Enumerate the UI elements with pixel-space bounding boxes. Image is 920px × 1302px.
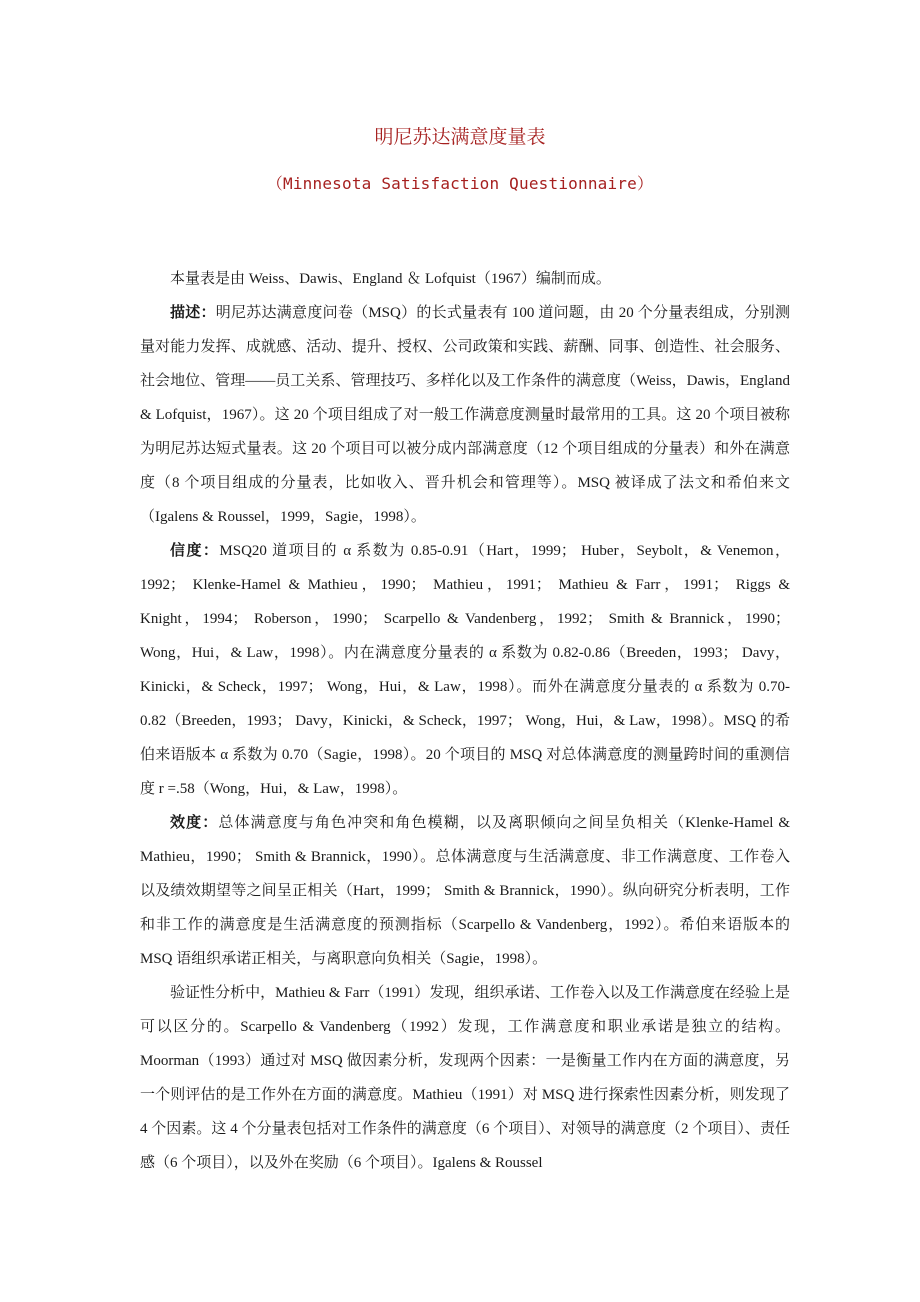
paragraph-validity-text: 总体满意度与角色冲突和角色模糊，以及离职倾向之间呈负相关（Klenke-Hamel & Mathieu，1990； Smith & Brannick，1990）。总体满意度与生活满意度、非工作满意度、工作卷入以及绩效期望等之间呈正相关（Hart，1999； Smith & Brannick，1990）。纵向研究分析表明，工作和非工作的满意度是生活满意度的预测指标（Scarpello & Vandenberg，1992）。希伯来语版本的 MSQ 语组织承诺正相关，与离职意向负相关（Sagie，1998）。	[140, 815, 790, 967]
paragraph-description	[140, 296, 790, 534]
paragraph-reliability-label: 信度：	[170, 543, 220, 559]
paragraph-reliability-text: MSQ20 道项目的 α 系数为 0.85-0.91（Hart，1999； Huber，Seybolt，& Venemon，1992； Klenke-Hamel & Mathieu，1990； Mathieu，1991； Mathieu & Farr，1991； Riggs & Knight，1994； Roberson，1990； Scarpello & Vandenberg，1992； Smith & Brannick，1990；Wong，Hui，& Law，1998）。内在满意度分量表的 α 系数为 0.82-0.86（Breeden，1993； Davy，Kinicki，& Scheck，1997； Wong，Hui，& Law，1998）。而外在满意度分量表的 α 系数为 0.70-0.82（Breeden，1993； Davy，Kinicki，& Scheck，1997； Wong，Hui，& Law，1998）。MSQ 的希伯来语版本 α 系数为 0.70（Sagie，1998）。20 个项目的 MSQ 对总体满意度的测量跨时间的重测信度 r =.58（Wong，Hui，& Law，1998）。	[140, 543, 790, 797]
paragraph-validity-label: 效度：	[170, 815, 219, 831]
paragraph-authors-text: 本量表是由 Weiss、Dawis、England ＆ Lofquist（1967）编制而成。	[170, 271, 611, 287]
document-title: 明尼苏达满意度量表	[374, 126, 546, 148]
paragraph-description-text: 明尼苏达满意度问卷（MSQ）的长式量表有 100 道问题，由 20 个分量表组成，分别测量对能力发挥、成就感、活动、提升、授权、公司政策和实践、薪酬、同事、创造性、社会服务、社会地位、管理——员工关系、管理技巧、多样化以及工作条件的满意度（Weiss，Dawis，England & Lofquist，1967）。这 20 个项目组成了对一般工作满意度测量时最常用的工具。这 20 个项目被称为明尼苏达短式量表。这 20 个项目可以被分成内部满意度（12 个项目组成的分量表）和外在满意度（8 个项目组成的分量表，比如收入、晋升机会和管理等）。MSQ 被译成了法文和希伯来文（Igalens & Roussel，1999，Sagie，1998）。	[140, 305, 790, 525]
document-body	[140, 262, 790, 1180]
paragraph-factor-analysis-text: 验证性分析中，Mathieu & Farr（1991）发现，组织承诺、工作卷入以及工作满意度在经验上是可以区分的。Scarpello & Vandenberg（1992）发现，工作满意度和职业承诺是独立的结构。Moorman（1993）通过对 MSQ 做因素分析，发现两个因素：一是衡量工作内在方面的满意度，另一个则评估的是工作外在方面的满意度。Mathieu（1991）对 MSQ 进行探索性因素分析，则发现了 4 个因素。这 4 个分量表包括对工作条件的满意度（6 个项目）、对领导的满意度（2 个项目）、责任感（6 个项目），以及外在奖励（6 个项目）。Igalens & Roussel	[140, 985, 790, 1171]
paragraph-authors	[140, 262, 790, 296]
paragraph-description-label: 描述：	[170, 305, 216, 321]
paragraph-validity	[140, 806, 790, 976]
paragraph-factor-analysis	[140, 976, 790, 1180]
paragraph-reliability	[140, 534, 790, 806]
document-subtitle: （Minnesota Satisfaction Questionnaire）	[266, 174, 654, 193]
